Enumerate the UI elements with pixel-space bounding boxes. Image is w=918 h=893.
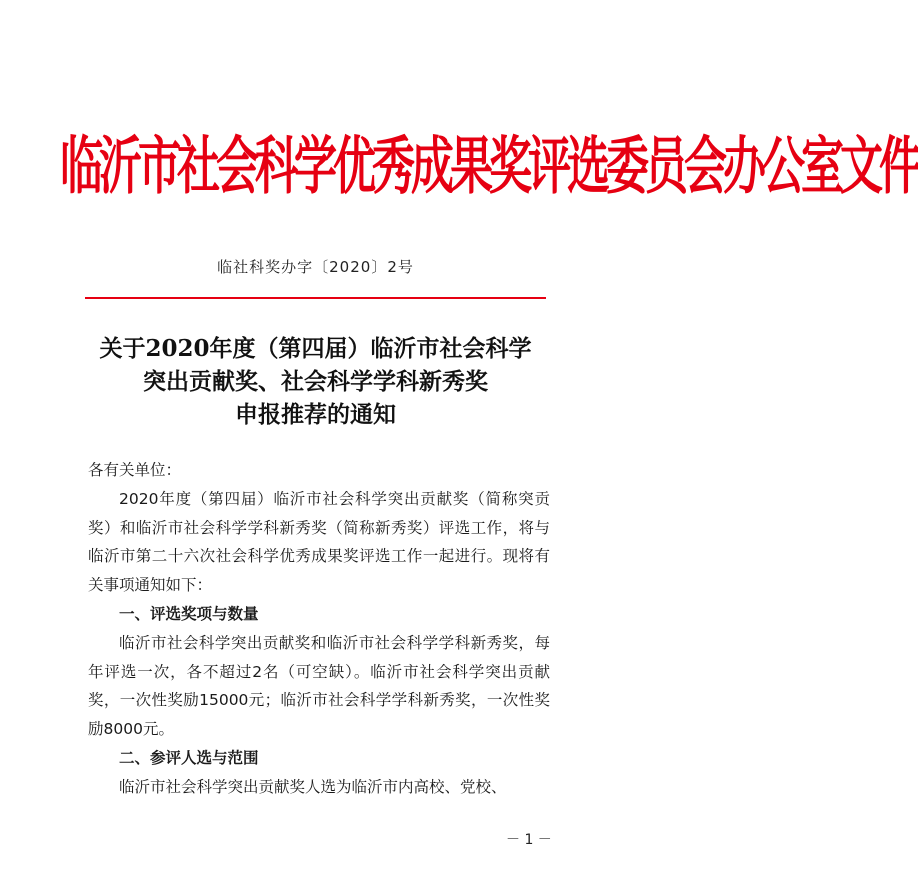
section-1-paragraph: 临沂市社会科学突出贡献奖和临沂市社会科学学科新秀奖，每年评选一次，各不超过2名（可空缺）。临沂市社会科学突出贡献奖，一次性奖励15000元；临沂市社会科学学科新秀奖，一次性奖励8000元。 xyxy=(88,633,550,739)
intro-paragraph: 2020年度（第四届）临沂市社会科学突出贡献奖（简称突贡奖）和临沂市社会科学学科新秀奖（简称新秀奖）评选工作，将与临沂市第二十六次社会科学优秀成果奖评选工作一起进行。现将有关事项通知如下： xyxy=(88,489,550,595)
masthead-title: 临沂市社会科学优秀成果奖评选委员会办公室文件 xyxy=(60,130,918,204)
notice-title-line-1: 关于2020年度（第四届）临沂市社会科学 xyxy=(99,335,532,362)
notice-title xyxy=(40,332,591,431)
section-1-heading: 一、评选奖项与数量 xyxy=(119,604,259,623)
notice-title-line-3: 申报推荐的通知 xyxy=(235,401,396,428)
salutation: 各有关单位： xyxy=(88,461,182,479)
page-number: － 1 － xyxy=(506,832,552,848)
section-2-paragraph: 临沂市社会科学突出贡献奖人选为临沂市内高校、党校、 xyxy=(119,777,507,796)
notice-title-line-2: 突出贡献奖、社会科学学科新秀奖 xyxy=(143,368,488,395)
notice-body xyxy=(88,456,550,802)
section-2-heading: 二、参评人选与范围 xyxy=(119,748,259,767)
document-number: 临社科奖办字〔2020〕2号 xyxy=(217,258,414,276)
red-divider-line xyxy=(85,297,546,299)
